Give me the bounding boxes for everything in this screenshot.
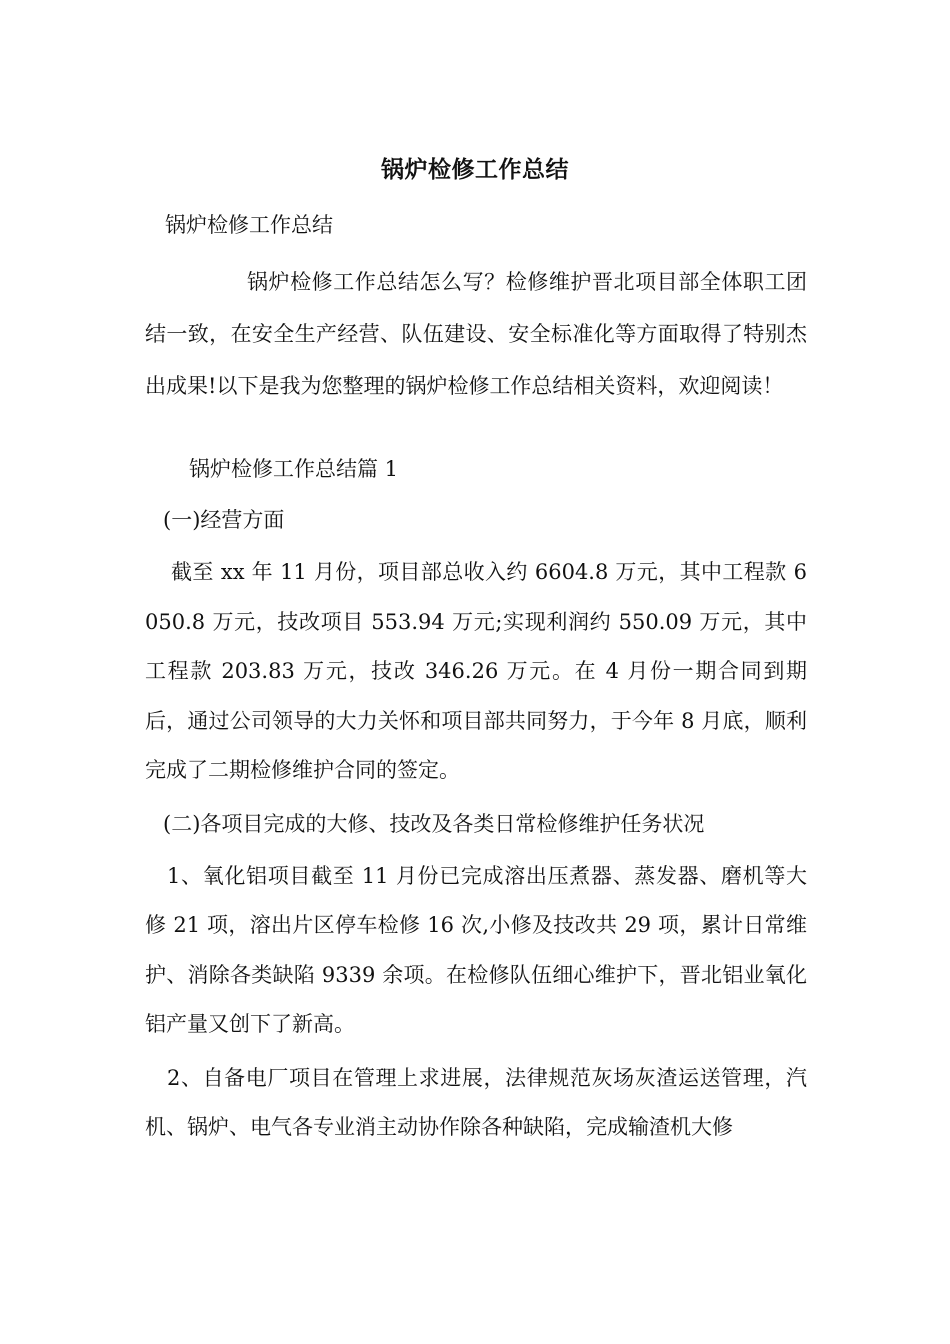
paragraph-spacer <box>145 412 807 446</box>
document-subtitle: 锅炉检修工作总结 <box>165 213 333 237</box>
item-2-paragraph: 2、自备电厂项目在管理上求进展，法律规范灰场灰渣运送管理，汽机、锅炉、电气各专业消主动协作除各种缺陷，完成输渣机大修 <box>145 1065 807 1139</box>
part1-heading: (一)经营方面 <box>163 508 285 532</box>
intro-paragraph: 锅炉检修工作总结怎么写？检修维护晋北项目部全体职工团结一致，在安全生产经营、队伍建设、安全标准化等方面取得了特别杰出成果!以下是我为您整理的锅炉检修工作总结相关资料，欢迎阅读！ <box>145 270 807 398</box>
part2-heading: (二)各项目完成的大修、技改及各类日常检修维护任务状况 <box>163 811 705 836</box>
section-heading: 锅炉检修工作总结篇 1 <box>189 457 399 481</box>
item-1-paragraph: 1、氧化铝项目截至 11 月份已完成溶出压煮器、蒸发器、磨机等大修 21 项，溶出片区停车检修 16 次,小修及技改共 29 项，累计日常维护、消除各类缺陷 9339 余项。在检修队伍细心维护下，晋北铝业氧化铝产量又创下了新高。 <box>145 863 807 1036</box>
document-body <box>145 206 807 1157</box>
document-title: 锅炉检修工作总结 <box>381 156 569 183</box>
part1-paragraph: 截至 xx 年 11 月份，项目部总收入约 6604.8 万元，其中工程款 6050.8 万元，技改项目 553.94 万元;实现利润约 550.09 万元，其中工程款 203.83 万元，技改 346.26 万元。在 4 月份一期合同到期后，通过公司领导的大力关怀和项目部共同努力，于今年 8 月底，顺利完成了二期检修维护合同的签定。 <box>145 560 807 782</box>
